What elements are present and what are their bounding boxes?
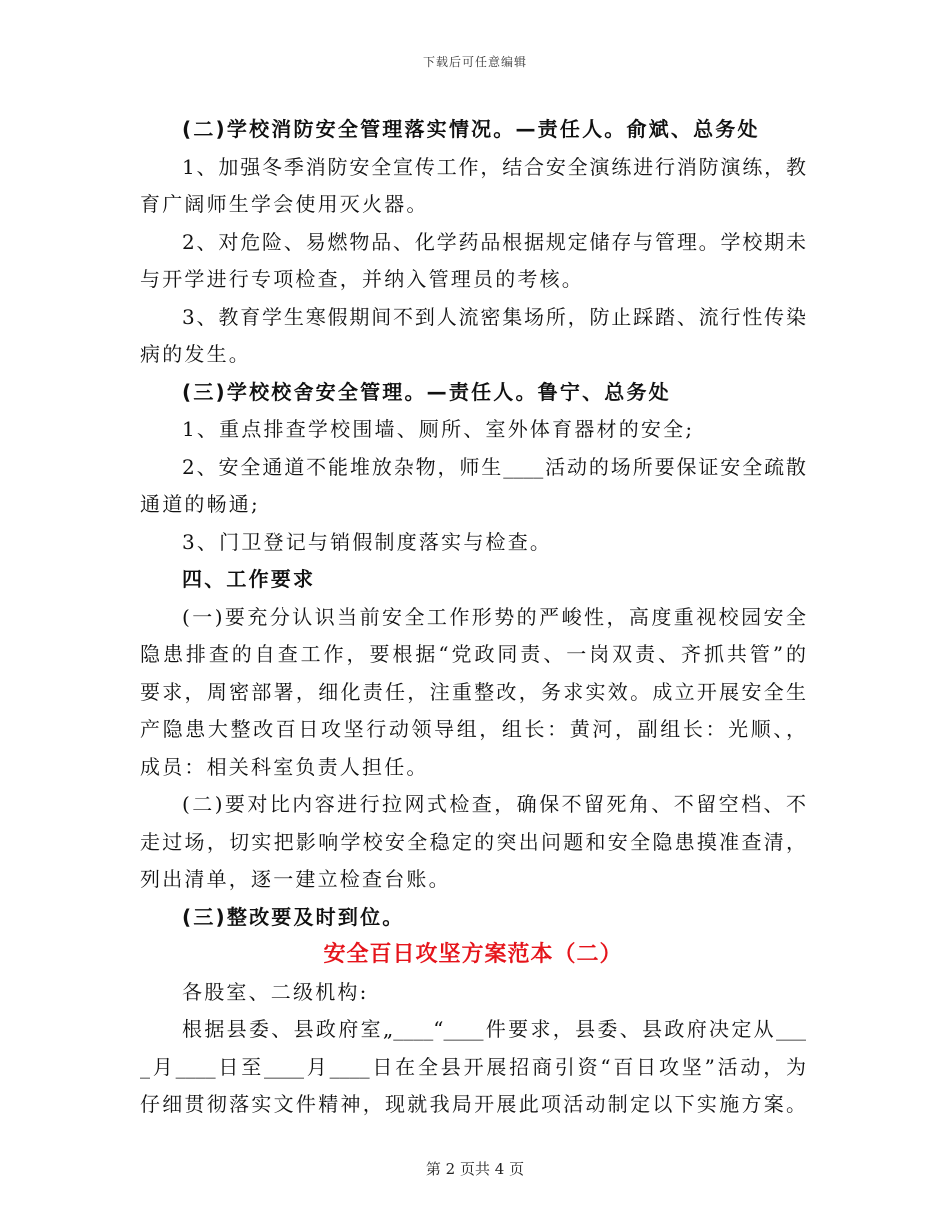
document-body	[140, 111, 806, 1124]
text-line: (二)要对比内容进行拉网式检查，确保不留死角、不留空档、不	[182, 792, 806, 816]
text-line: _月____日至____月____日在全县开展招商引资“百日攻坚”活动，为	[140, 1054, 806, 1079]
text-line: 成员：相关科室负责人担任。	[140, 754, 429, 779]
section-title: 安全百日攻坚方案范本（二）	[323, 942, 623, 967]
text-line: 3、教育学生寒假期间不到人流密集场所，防止踩踏、流行性传染	[182, 304, 806, 329]
text-line: 2、安全通道不能堆放杂物，师生____活动的场所要保证安全疏散	[182, 454, 806, 479]
text-line: 与开学进行专项检查，并纳入管理员的考核。	[140, 267, 584, 291]
text-line: (三)学校校舍安全管理。—责任人。鲁宁、总务处	[182, 379, 671, 404]
text-line: 产隐患大整改百日攻坚行动领导组，组长：黄河，副组长：光顺、，	[140, 717, 806, 741]
text-line: 走过场，切实把影响学校安全稳定的突出问题和安全隐患摸准查清，	[140, 829, 806, 854]
page-header: 下载后可任意编辑	[422, 55, 527, 69]
text-line: (一)要充分认识当前安全工作形势的严峻性，高度重视校园安全	[182, 604, 806, 629]
text-line: 育广阔师生学会使用灭火器。	[140, 192, 429, 216]
text-line: 各股室、二级机构:	[182, 979, 369, 1004]
text-line: 隐患排查的自查工作，要根据“党政同责、一岗双责、齐抓共管”的	[140, 642, 806, 666]
text-line: 根据县委、县政府室„____“____件要求，县委、县政府决定从___	[182, 1017, 806, 1041]
text-line: 四、工作要求	[182, 567, 316, 591]
text-line: (二)学校消防安全管理落实情况。—责任人。俞斌、总务处	[182, 117, 760, 141]
text-line: 仔细贯彻落实文件精神，现就我局开展此项活动制定以下实施方案。	[140, 1092, 806, 1116]
text-line: (三)整改要及时到位。	[182, 904, 405, 929]
text-line: 2、对危险、易燃物品、化学药品根据规定储存与管理。学校期未	[182, 229, 806, 254]
text-line: 列出清单，逐一建立检查台账。	[140, 867, 451, 891]
text-line: 1、重点排查学校围墙、厕所、室外体育器材的安全;	[182, 417, 695, 441]
page-number: 第 2 页共 4 页	[425, 1160, 525, 1178]
text-line: 3、门卫登记与销假制度落实与检查。	[182, 529, 553, 554]
text-line: 要求，周密部署，细化责任，注重整改，务求实效。成立开展安全生	[140, 679, 806, 704]
text-line: 通道的畅通;	[140, 492, 260, 516]
text-line: 病的发生。	[140, 342, 251, 366]
text-line: 1、加强冬季消防安全宣传工作，结合安全演练进行消防演练，教	[182, 154, 806, 179]
